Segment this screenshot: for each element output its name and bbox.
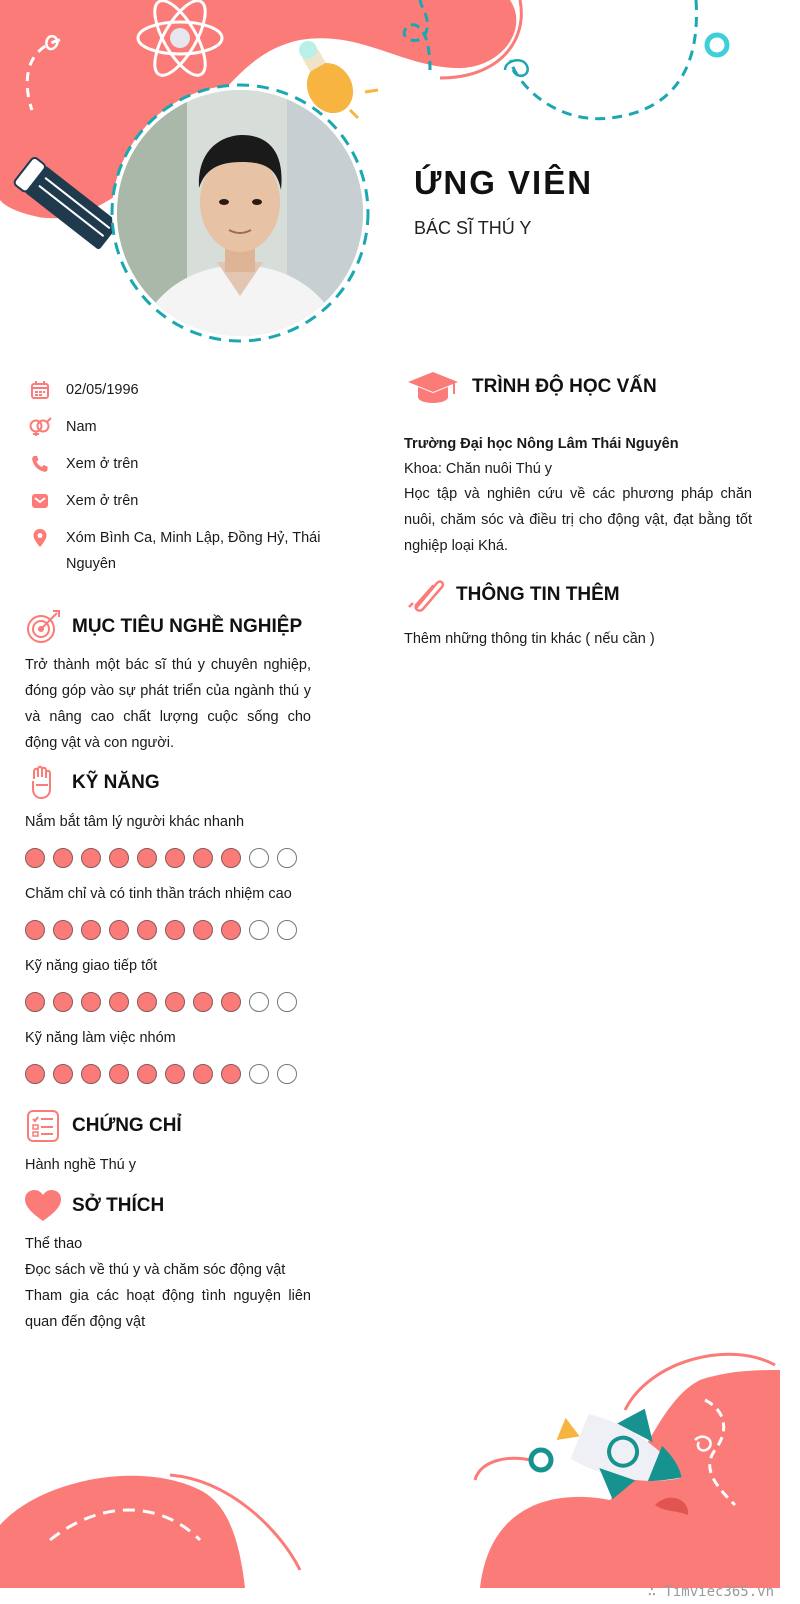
- contact-birthdate: [24, 377, 139, 403]
- contact-gender: [24, 414, 97, 440]
- rating-dot-filled: [109, 920, 129, 940]
- hobbies-heading: [22, 1185, 164, 1227]
- rating-dot-filled: [53, 848, 73, 868]
- extra-heading: [406, 574, 620, 616]
- skill-rating: [25, 848, 297, 868]
- objective-text: Trở thành một bác sĩ thú y chuyên nghiệp, đóng góp vào sự phát triển của ngành thú y và nâng cao chất lượng cuộc sống cho động vật và con người.: [25, 657, 311, 751]
- rating-dot-filled: [165, 1064, 185, 1084]
- candidate-name: ỨNG VIÊN: [414, 164, 594, 201]
- rating-dot-filled: [81, 992, 101, 1012]
- paperclip-icon: [406, 574, 448, 616]
- graduation-cap-icon: [406, 366, 460, 408]
- address-value: Xóm Bình Ca, Minh Lập, Đồng Hỷ, Thái Nguyên: [66, 530, 321, 572]
- rating-dot-filled: [109, 848, 129, 868]
- rating-dot-filled: [25, 992, 45, 1012]
- phone-icon: [24, 451, 56, 477]
- rating-dot-filled: [25, 848, 45, 868]
- hobby-item: Đọc sách về thú y và chăm sóc động vật: [25, 1262, 286, 1278]
- gender-value: Nam: [66, 419, 97, 435]
- rating-dot-filled: [81, 848, 101, 868]
- certificates-title: CHỨNG CHỈ: [72, 1115, 182, 1136]
- right-margin: [780, 0, 800, 1604]
- objective-heading: [22, 606, 302, 648]
- rating-dot-filled: [165, 920, 185, 940]
- gender-icon: [24, 414, 56, 440]
- extra-text: Thêm những thông tin khác ( nếu cần ): [404, 631, 655, 647]
- rating-dot-filled: [221, 920, 241, 940]
- rating-dot-filled: [137, 992, 157, 1012]
- rating-dot-filled: [221, 992, 241, 1012]
- rating-dot-empty: [249, 1064, 269, 1084]
- rating-dot-filled: [81, 920, 101, 940]
- hobby-item: Tham gia các hoạt động tình nguyện liên quan đến động vật: [25, 1288, 311, 1330]
- email-value: Xem ở trên: [66, 493, 139, 509]
- skill-rating: [25, 992, 297, 1012]
- rating-dot-filled: [81, 1064, 101, 1084]
- hobby-item: Thể thao: [25, 1236, 83, 1252]
- footer-decoration: [0, 1340, 780, 1588]
- birthdate-value: 02/05/1996: [66, 382, 139, 398]
- education-title: TRÌNH ĐỘ HỌC VẤN: [472, 376, 657, 397]
- rating-dot-empty: [277, 920, 297, 940]
- contact-email: [24, 488, 138, 514]
- job-title: BÁC SĨ THÚ Y: [414, 218, 532, 238]
- rating-dot-filled: [165, 992, 185, 1012]
- certificate-item: Hành nghề Thú y: [25, 1157, 136, 1173]
- skill-label: Nắm bắt tâm lý người khác nhanh: [25, 814, 245, 830]
- skill-label: Chăm chỉ và có tinh thần trách nhiệm cao: [25, 886, 292, 902]
- objective-title: MỤC TIÊU NGHỀ NGHIỆP: [72, 616, 303, 637]
- rating-dot-filled: [109, 992, 129, 1012]
- skill-label: Kỹ năng làm việc nhóm: [25, 1030, 176, 1046]
- extra-title: THÔNG TIN THÊM: [456, 584, 620, 605]
- watermark: ∴ Timviec365.vn: [647, 1584, 774, 1600]
- rating-dot-filled: [25, 920, 45, 940]
- education-heading: [406, 366, 657, 408]
- school-name: Trường Đại học Nông Lâm Thái Nguyên: [404, 436, 679, 452]
- calendar-icon: [24, 377, 56, 403]
- rating-dot-empty: [277, 848, 297, 868]
- rating-dot-filled: [109, 1064, 129, 1084]
- email-icon: [24, 488, 56, 514]
- rating-dot-filled: [221, 848, 241, 868]
- location-pin-icon: [24, 525, 56, 551]
- header-decoration: [0, 0, 780, 360]
- rating-dot-filled: [221, 1064, 241, 1084]
- heart-icon: [22, 1185, 64, 1227]
- contact-address: [24, 525, 324, 577]
- rating-dot-empty: [277, 992, 297, 1012]
- rating-dot-empty: [277, 1064, 297, 1084]
- rating-dot-filled: [193, 848, 213, 868]
- skills-title: KỸ NĂNG: [72, 772, 160, 793]
- skill-rating: [25, 920, 297, 940]
- rating-dot-filled: [193, 1064, 213, 1084]
- rating-dot-filled: [53, 1064, 73, 1084]
- rating-dot-empty: [249, 848, 269, 868]
- checklist-icon: [22, 1105, 64, 1147]
- rating-dot-filled: [193, 920, 213, 940]
- skills-heading: [22, 762, 160, 804]
- rating-dot-filled: [137, 1064, 157, 1084]
- contact-phone: [24, 451, 138, 477]
- certificates-heading: [22, 1105, 182, 1147]
- rating-dot-filled: [53, 920, 73, 940]
- rating-dot-filled: [137, 920, 157, 940]
- rating-dot-filled: [25, 1064, 45, 1084]
- education-description: Học tập và nghiên cứu về các phương pháp chăn nuôi, chăm sóc và điều trị cho động vật, đạt bằng tốt nghiệp loại Khá.: [404, 486, 752, 554]
- rating-dot-filled: [53, 992, 73, 1012]
- phone-value: Xem ở trên: [66, 456, 139, 472]
- fist-icon: [22, 762, 64, 804]
- skill-label: Kỹ năng giao tiếp tốt: [25, 958, 158, 974]
- rating-dot-empty: [249, 992, 269, 1012]
- target-icon: [22, 606, 64, 648]
- avatar: [117, 90, 363, 336]
- faculty: Khoa: Chăn nuôi Thú y: [404, 461, 553, 477]
- rating-dot-empty: [249, 920, 269, 940]
- hobbies-title: SỞ THÍCH: [72, 1195, 165, 1216]
- rating-dot-filled: [193, 992, 213, 1012]
- rating-dot-filled: [165, 848, 185, 868]
- skill-rating: [25, 1064, 297, 1084]
- rating-dot-filled: [137, 848, 157, 868]
